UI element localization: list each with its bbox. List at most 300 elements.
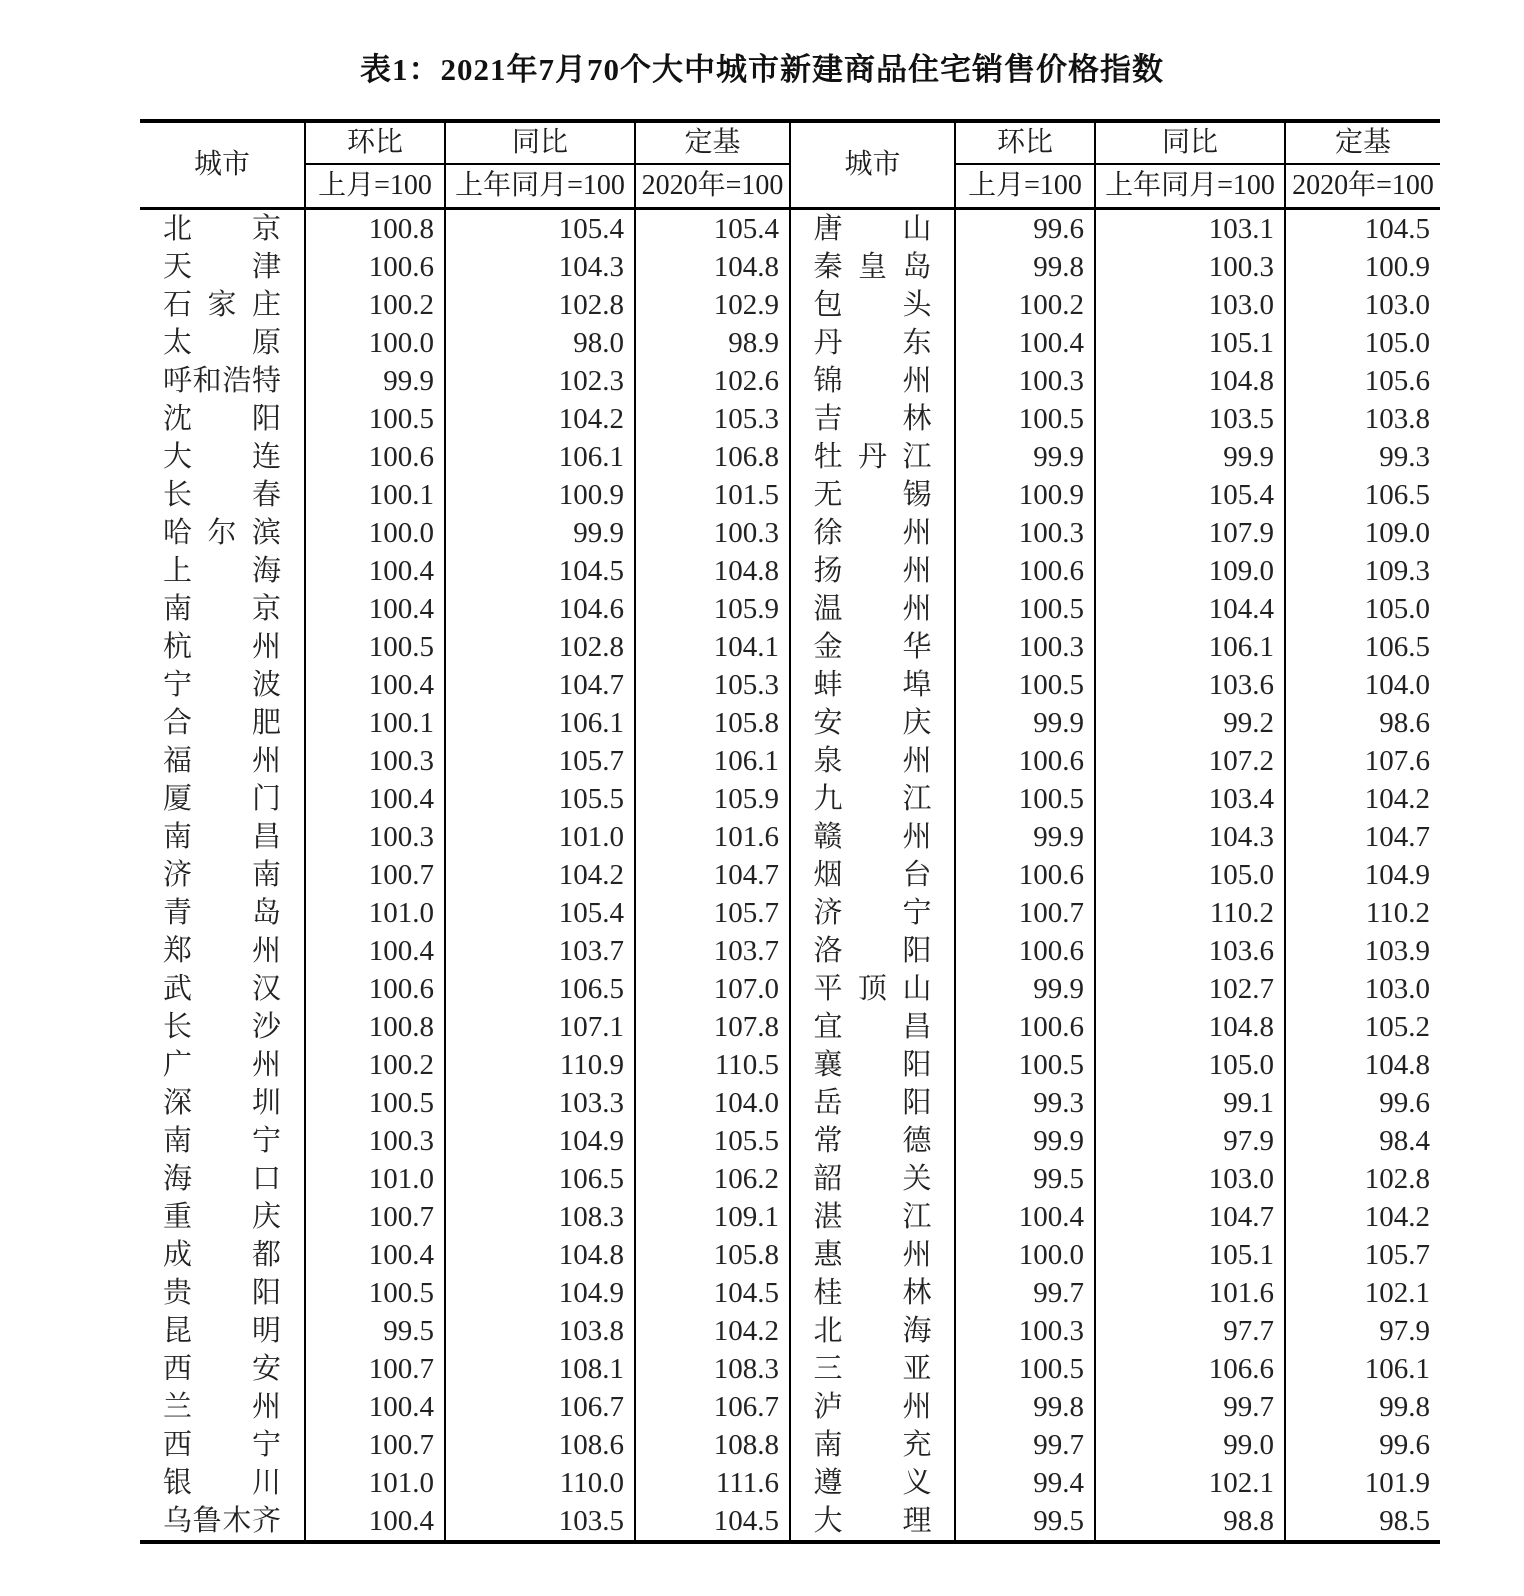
city-name: 锦 州 <box>813 365 932 397</box>
city-cell <box>140 1160 305 1198</box>
mom-value-cell: 100.3 <box>955 1312 1095 1350</box>
city-cell <box>140 438 305 476</box>
mom-value-cell: 100.5 <box>955 590 1095 628</box>
fixed-value-cell: 98.4 <box>1285 1122 1440 1160</box>
city-name: 大 理 <box>813 1505 932 1537</box>
city-cell <box>140 1388 305 1426</box>
header-fixed-base-right: 2020年=100 <box>1285 164 1440 209</box>
yoy-value-cell: 106.5 <box>445 1160 635 1198</box>
city-name: 哈 尔 滨 <box>163 517 281 549</box>
fixed-value-cell: 104.8 <box>635 248 790 286</box>
fixed-value-cell: 104.2 <box>1285 1198 1440 1236</box>
mom-value-cell: 100.3 <box>305 1122 445 1160</box>
city-name: 杭 州 <box>163 631 281 663</box>
city-cell <box>140 1046 305 1084</box>
mom-value-cell: 100.1 <box>305 476 445 514</box>
city-cell <box>790 1198 955 1236</box>
city-cell <box>140 932 305 970</box>
city-name: 泸 州 <box>813 1391 932 1423</box>
mom-value-cell: 100.2 <box>305 1046 445 1084</box>
yoy-value-cell: 97.9 <box>1095 1122 1285 1160</box>
yoy-value-cell: 103.7 <box>445 932 635 970</box>
fixed-value-cell: 107.0 <box>635 970 790 1008</box>
mom-value-cell: 100.4 <box>305 666 445 704</box>
table-row <box>140 514 1440 552</box>
yoy-value-cell: 105.4 <box>1095 476 1285 514</box>
city-cell <box>790 438 955 476</box>
city-name: 洛 阳 <box>813 935 932 967</box>
header-fixed-right: 定基 <box>1285 121 1440 164</box>
city-name: 长 沙 <box>163 1011 281 1043</box>
yoy-value-cell: 107.2 <box>1095 742 1285 780</box>
fixed-value-cell: 97.9 <box>1285 1312 1440 1350</box>
table-row <box>140 856 1440 894</box>
mom-value-cell: 101.0 <box>305 1160 445 1198</box>
yoy-value-cell: 100.3 <box>1095 248 1285 286</box>
header-city-left: 城市 <box>193 149 250 180</box>
yoy-value-cell: 102.8 <box>445 286 635 324</box>
city-cell <box>140 970 305 1008</box>
mom-value-cell: 100.5 <box>305 1084 445 1122</box>
yoy-value-cell: 105.4 <box>445 209 635 249</box>
yoy-value-cell: 103.1 <box>1095 209 1285 249</box>
fixed-value-cell: 104.2 <box>635 1312 790 1350</box>
yoy-value-cell: 103.8 <box>445 1312 635 1350</box>
city-name: 韶 关 <box>813 1163 932 1195</box>
header-fixed-base-left: 2020年=100 <box>635 164 790 209</box>
city-cell <box>790 362 955 400</box>
city-cell <box>790 1274 955 1312</box>
city-cell <box>790 628 955 666</box>
yoy-value-cell: 109.0 <box>1095 552 1285 590</box>
yoy-value-cell: 105.7 <box>445 742 635 780</box>
mom-value-cell: 100.5 <box>955 1046 1095 1084</box>
city-name: 常 德 <box>813 1125 932 1157</box>
yoy-value-cell: 105.5 <box>445 780 635 818</box>
mom-value-cell: 100.6 <box>955 1008 1095 1046</box>
fixed-value-cell: 106.5 <box>1285 628 1440 666</box>
city-cell <box>790 1160 955 1198</box>
yoy-value-cell: 104.8 <box>1095 362 1285 400</box>
fixed-value-cell: 106.8 <box>635 438 790 476</box>
mom-value-cell: 99.6 <box>955 209 1095 249</box>
fixed-value-cell: 106.7 <box>635 1388 790 1426</box>
city-name: 宜 昌 <box>813 1011 932 1043</box>
fixed-value-cell: 102.9 <box>635 286 790 324</box>
mom-value-cell: 100.4 <box>305 552 445 590</box>
fixed-value-cell: 105.8 <box>635 704 790 742</box>
city-name: 乌 鲁 木 齐 <box>163 1505 281 1537</box>
mom-value-cell: 100.7 <box>305 856 445 894</box>
city-cell <box>140 209 305 249</box>
mom-value-cell: 100.7 <box>305 1350 445 1388</box>
table-header <box>140 121 1440 209</box>
fixed-value-cell: 99.6 <box>1285 1426 1440 1464</box>
table-row <box>140 742 1440 780</box>
fixed-value-cell: 104.1 <box>635 628 790 666</box>
header-mom-base-right: 上月=100 <box>955 164 1095 209</box>
fixed-value-cell: 109.3 <box>1285 552 1440 590</box>
fixed-value-cell: 105.7 <box>635 894 790 932</box>
fixed-value-cell: 104.0 <box>1285 666 1440 704</box>
city-cell <box>790 1502 955 1542</box>
table-row <box>140 1388 1440 1426</box>
fixed-value-cell: 101.6 <box>635 818 790 856</box>
yoy-value-cell: 106.1 <box>445 438 635 476</box>
city-cell <box>790 1236 955 1274</box>
mom-value-cell: 100.7 <box>305 1426 445 1464</box>
city-name: 深 圳 <box>163 1087 281 1119</box>
mom-value-cell: 101.0 <box>305 1464 445 1502</box>
mom-value-cell: 99.9 <box>955 1122 1095 1160</box>
city-cell <box>140 1350 305 1388</box>
city-name: 蚌 埠 <box>813 669 932 701</box>
table-row <box>140 932 1440 970</box>
mom-value-cell: 99.9 <box>955 818 1095 856</box>
yoy-value-cell: 104.8 <box>445 1236 635 1274</box>
city-cell <box>140 1008 305 1046</box>
mom-value-cell: 100.4 <box>305 780 445 818</box>
city-cell <box>140 742 305 780</box>
city-name: 桂 林 <box>813 1277 932 1309</box>
table-row <box>140 628 1440 666</box>
city-cell <box>140 362 305 400</box>
city-name: 丹 东 <box>813 327 932 359</box>
fixed-value-cell: 98.5 <box>1285 1502 1440 1542</box>
city-cell <box>140 1502 305 1542</box>
fixed-value-cell: 105.7 <box>1285 1236 1440 1274</box>
yoy-value-cell: 103.0 <box>1095 1160 1285 1198</box>
yoy-value-cell: 110.2 <box>1095 894 1285 932</box>
city-name: 沈 阳 <box>163 403 281 435</box>
city-name: 南 京 <box>163 593 281 625</box>
fixed-value-cell: 105.3 <box>635 666 790 704</box>
table-row <box>140 324 1440 362</box>
city-cell <box>790 1350 955 1388</box>
fixed-value-cell: 102.8 <box>1285 1160 1440 1198</box>
city-cell <box>140 780 305 818</box>
mom-value-cell: 99.9 <box>955 970 1095 1008</box>
city-cell <box>790 286 955 324</box>
yoy-value-cell: 101.0 <box>445 818 635 856</box>
fixed-value-cell: 104.2 <box>1285 780 1440 818</box>
yoy-value-cell: 104.9 <box>445 1274 635 1312</box>
city-name: 西 宁 <box>163 1429 281 1461</box>
yoy-value-cell: 107.1 <box>445 1008 635 1046</box>
city-name: 青 岛 <box>163 897 281 929</box>
mom-value-cell: 99.3 <box>955 1084 1095 1122</box>
city-cell <box>790 780 955 818</box>
city-cell <box>140 628 305 666</box>
city-cell <box>140 400 305 438</box>
city-name: 福 州 <box>163 745 281 777</box>
city-name: 大 连 <box>163 441 281 473</box>
table-row <box>140 1046 1440 1084</box>
city-cell <box>790 932 955 970</box>
mom-value-cell: 100.7 <box>955 894 1095 932</box>
yoy-value-cell: 102.1 <box>1095 1464 1285 1502</box>
city-name: 呼 和 浩 特 <box>163 365 281 397</box>
yoy-value-cell: 106.6 <box>1095 1350 1285 1388</box>
fixed-value-cell: 104.9 <box>1285 856 1440 894</box>
table-row <box>140 400 1440 438</box>
yoy-value-cell: 103.4 <box>1095 780 1285 818</box>
city-name: 襄 阳 <box>813 1049 932 1081</box>
city-cell <box>790 590 955 628</box>
city-name: 徐 州 <box>813 517 932 549</box>
mom-value-cell: 100.0 <box>305 324 445 362</box>
yoy-value-cell: 98.8 <box>1095 1502 1285 1542</box>
city-cell <box>140 818 305 856</box>
yoy-value-cell: 108.6 <box>445 1426 635 1464</box>
mom-value-cell: 100.4 <box>305 590 445 628</box>
mom-value-cell: 99.7 <box>955 1274 1095 1312</box>
city-name: 西 安 <box>163 1353 281 1385</box>
fixed-value-cell: 105.4 <box>635 209 790 249</box>
fixed-value-cell: 108.3 <box>635 1350 790 1388</box>
city-cell <box>790 666 955 704</box>
header-yoy-base-right: 上年同月=100 <box>1095 164 1285 209</box>
fixed-value-cell: 106.2 <box>635 1160 790 1198</box>
city-name: 宁 波 <box>163 669 281 701</box>
fixed-value-cell: 105.8 <box>635 1236 790 1274</box>
mom-value-cell: 100.4 <box>305 1388 445 1426</box>
table-row <box>140 1198 1440 1236</box>
city-name: 无 锡 <box>813 479 932 511</box>
mom-value-cell: 99.8 <box>955 248 1095 286</box>
city-name: 上 海 <box>163 555 281 587</box>
yoy-value-cell: 105.4 <box>445 894 635 932</box>
yoy-value-cell: 99.2 <box>1095 704 1285 742</box>
yoy-value-cell: 105.1 <box>1095 1236 1285 1274</box>
city-name: 北 海 <box>813 1315 932 1347</box>
fixed-value-cell: 108.8 <box>635 1426 790 1464</box>
header-mom-right: 环比 <box>955 121 1095 164</box>
table-row <box>140 1008 1440 1046</box>
fixed-value-cell: 109.0 <box>1285 514 1440 552</box>
mom-value-cell: 100.3 <box>305 742 445 780</box>
yoy-value-cell: 103.3 <box>445 1084 635 1122</box>
fixed-value-cell: 106.1 <box>1285 1350 1440 1388</box>
mom-value-cell: 100.5 <box>305 1274 445 1312</box>
city-name: 天 津 <box>163 251 281 283</box>
mom-value-cell: 100.0 <box>305 514 445 552</box>
city-name: 泉 州 <box>813 745 932 777</box>
city-name: 济 南 <box>163 859 281 891</box>
fixed-value-cell: 110.5 <box>635 1046 790 1084</box>
city-name: 银 川 <box>163 1467 281 1499</box>
city-name: 广 州 <box>163 1049 281 1081</box>
city-name: 北 京 <box>163 213 281 245</box>
fixed-value-cell: 98.6 <box>1285 704 1440 742</box>
fixed-value-cell: 104.7 <box>635 856 790 894</box>
mom-value-cell: 100.7 <box>305 1198 445 1236</box>
yoy-value-cell: 104.4 <box>1095 590 1285 628</box>
mom-value-cell: 99.5 <box>955 1160 1095 1198</box>
table-row <box>140 704 1440 742</box>
yoy-value-cell: 103.0 <box>1095 286 1285 324</box>
table-row <box>140 248 1440 286</box>
city-name: 秦 皇 岛 <box>813 251 932 283</box>
yoy-value-cell: 99.9 <box>1095 438 1285 476</box>
city-name: 郑 州 <box>163 935 281 967</box>
fixed-value-cell: 103.0 <box>1285 286 1440 324</box>
city-cell <box>790 400 955 438</box>
yoy-value-cell: 103.6 <box>1095 666 1285 704</box>
city-name: 济 宁 <box>813 897 932 929</box>
table-row <box>140 818 1440 856</box>
yoy-value-cell: 102.7 <box>1095 970 1285 1008</box>
mom-value-cell: 100.6 <box>305 248 445 286</box>
fixed-value-cell: 105.6 <box>1285 362 1440 400</box>
table-row <box>140 1160 1440 1198</box>
yoy-value-cell: 102.3 <box>445 362 635 400</box>
city-cell <box>790 1084 955 1122</box>
city-cell <box>140 666 305 704</box>
city-name: 南 宁 <box>163 1125 281 1157</box>
fixed-value-cell: 106.1 <box>635 742 790 780</box>
yoy-value-cell: 99.9 <box>445 514 635 552</box>
fixed-value-cell: 106.5 <box>1285 476 1440 514</box>
yoy-value-cell: 99.1 <box>1095 1084 1285 1122</box>
fixed-value-cell: 100.3 <box>635 514 790 552</box>
header-fixed-left: 定基 <box>635 121 790 164</box>
mom-value-cell: 100.2 <box>955 286 1095 324</box>
yoy-value-cell: 106.1 <box>445 704 635 742</box>
city-name: 温 州 <box>813 593 932 625</box>
city-cell <box>140 552 305 590</box>
yoy-value-cell: 104.7 <box>1095 1198 1285 1236</box>
city-name: 太 原 <box>163 327 281 359</box>
header-yoy-right: 同比 <box>1095 121 1285 164</box>
city-cell <box>140 248 305 286</box>
table-row <box>140 438 1440 476</box>
city-cell <box>790 248 955 286</box>
yoy-value-cell: 100.9 <box>445 476 635 514</box>
mom-value-cell: 100.6 <box>955 742 1095 780</box>
city-name: 成 都 <box>163 1239 281 1271</box>
fixed-value-cell: 103.8 <box>1285 400 1440 438</box>
table-row <box>140 1350 1440 1388</box>
table-row <box>140 1426 1440 1464</box>
table-title: 表1：2021年7月70个大中城市新建商品住宅销售价格指数 <box>360 52 1164 87</box>
table-row <box>140 1502 1440 1542</box>
yoy-value-cell: 110.9 <box>445 1046 635 1084</box>
city-cell <box>790 514 955 552</box>
city-name: 长 春 <box>163 479 281 511</box>
city-name: 扬 州 <box>813 555 932 587</box>
yoy-value-cell: 103.6 <box>1095 932 1285 970</box>
fixed-value-cell: 101.9 <box>1285 1464 1440 1502</box>
city-cell <box>140 1464 305 1502</box>
mom-value-cell: 100.6 <box>305 970 445 1008</box>
fixed-value-cell: 102.6 <box>635 362 790 400</box>
fixed-value-cell: 99.3 <box>1285 438 1440 476</box>
mom-value-cell: 99.7 <box>955 1426 1095 1464</box>
mom-value-cell: 100.8 <box>305 209 445 249</box>
yoy-value-cell: 101.6 <box>1095 1274 1285 1312</box>
city-name: 昆 明 <box>163 1315 281 1347</box>
yoy-value-cell: 104.2 <box>445 400 635 438</box>
city-name: 三 亚 <box>813 1353 932 1385</box>
mom-value-cell: 100.8 <box>305 1008 445 1046</box>
mom-value-cell: 99.9 <box>955 438 1095 476</box>
mom-value-cell: 100.0 <box>955 1236 1095 1274</box>
city-name: 南 充 <box>813 1429 932 1461</box>
table-row <box>140 1122 1440 1160</box>
fixed-value-cell: 104.0 <box>635 1084 790 1122</box>
city-cell <box>140 1426 305 1464</box>
header-mom-base-left: 上月=100 <box>305 164 445 209</box>
city-name: 惠 州 <box>813 1239 932 1271</box>
mom-value-cell: 100.6 <box>305 438 445 476</box>
header-mom-left: 环比 <box>305 121 445 164</box>
yoy-value-cell: 107.9 <box>1095 514 1285 552</box>
city-name: 包 头 <box>813 289 932 321</box>
mom-value-cell: 100.6 <box>955 552 1095 590</box>
city-cell <box>790 970 955 1008</box>
yoy-value-cell: 104.5 <box>445 552 635 590</box>
table-row <box>140 970 1440 1008</box>
mom-value-cell: 100.5 <box>955 666 1095 704</box>
mom-value-cell: 100.5 <box>305 400 445 438</box>
table-row <box>140 666 1440 704</box>
price-index-table <box>140 119 1440 1544</box>
city-name: 吉 林 <box>813 403 932 435</box>
fixed-value-cell: 99.6 <box>1285 1084 1440 1122</box>
city-cell <box>140 1198 305 1236</box>
yoy-value-cell: 106.1 <box>1095 628 1285 666</box>
city-name: 湛 江 <box>813 1201 932 1233</box>
fixed-value-cell: 105.9 <box>635 590 790 628</box>
city-cell <box>790 1046 955 1084</box>
yoy-value-cell: 104.3 <box>1095 818 1285 856</box>
table-row <box>140 362 1440 400</box>
city-cell <box>140 324 305 362</box>
yoy-value-cell: 97.7 <box>1095 1312 1285 1350</box>
mom-value-cell: 99.4 <box>955 1464 1095 1502</box>
city-cell <box>140 704 305 742</box>
mom-value-cell: 100.5 <box>305 628 445 666</box>
mom-value-cell: 100.5 <box>955 400 1095 438</box>
city-name: 烟 台 <box>813 859 932 891</box>
city-cell <box>140 476 305 514</box>
yoy-value-cell: 104.7 <box>445 666 635 704</box>
fixed-value-cell: 110.2 <box>1285 894 1440 932</box>
table-row <box>140 552 1440 590</box>
header-row-main <box>140 121 1440 164</box>
mom-value-cell: 99.5 <box>955 1502 1095 1542</box>
city-name: 南 昌 <box>163 821 281 853</box>
city-name: 安 庆 <box>813 707 932 739</box>
mom-value-cell: 100.2 <box>305 286 445 324</box>
yoy-value-cell: 105.0 <box>1095 856 1285 894</box>
city-cell <box>140 590 305 628</box>
table-row <box>140 286 1440 324</box>
city-name: 石 家 庄 <box>163 289 281 321</box>
city-cell <box>790 818 955 856</box>
table-row <box>140 476 1440 514</box>
yoy-value-cell: 104.8 <box>1095 1008 1285 1046</box>
mom-value-cell: 100.4 <box>305 932 445 970</box>
mom-value-cell: 100.3 <box>955 628 1095 666</box>
city-cell <box>140 1084 305 1122</box>
table-row <box>140 1464 1440 1502</box>
city-name: 兰 州 <box>163 1391 281 1423</box>
city-name: 武 汉 <box>163 973 281 1005</box>
mom-value-cell: 99.9 <box>955 704 1095 742</box>
city-cell <box>790 1426 955 1464</box>
